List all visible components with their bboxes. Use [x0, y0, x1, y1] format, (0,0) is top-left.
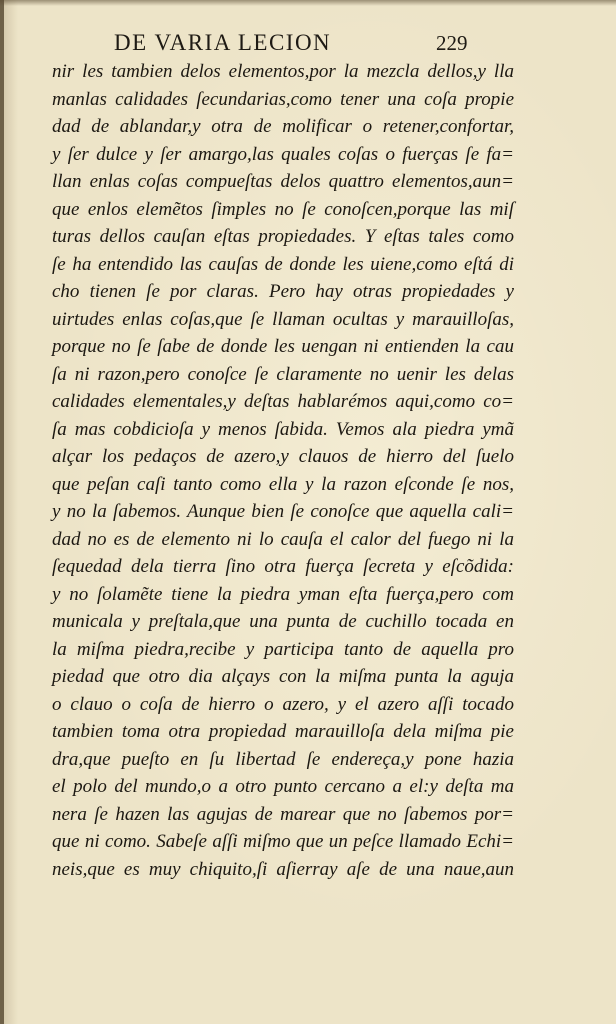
text-line: tambien toma otra propiedad marauilloſa dela miſma pie: [52, 721, 514, 742]
text-line: nir les tambien delos elementos,por la mezcla dellos,y lla: [52, 61, 514, 82]
text-line: alçar los pedaços de azero,y clauos de hierro del ſuelo: [52, 446, 514, 467]
text-line: calidades elementales,y deſtas hablarémos aqui,como co=: [52, 391, 514, 412]
text-line: municala y preſtala,que una punta de cuchillo tocada en: [52, 611, 514, 632]
text-line: piedad que otro dia alçays con la miſma punta la aguja: [52, 666, 514, 687]
page-header: [0, 30, 616, 60]
text-line: ſe ha entendido las cauſas de donde les uiene,como eſtá di: [52, 253, 514, 275]
body-text: [52, 58, 522, 883]
text-line: cho tienen ſe por claras. Pero hay otras propiedades y: [52, 281, 514, 302]
text-line: dra,que pueſto en ſu libertad ſe endereça,y pone hazia: [52, 748, 514, 770]
text-line: ſa ni razon,pero conoſce ſe claramente no uenir les delas: [52, 363, 514, 385]
text-line: manlas calidades ſecundarias,como tener una coſa propie: [52, 88, 514, 110]
text-line: y ſer dulce y ſer amargo,las quales coſas o fuerças ſe fa=: [52, 143, 514, 165]
text-line: que enlos elemẽtos ſimples no ſe conoſcen,porque las miſ: [52, 198, 514, 220]
page-number: 229: [436, 31, 468, 55]
page-top-shadow: [0, 0, 616, 6]
text-line: turas dellos cauſan eſtas propiedades. Y eſtas tales como: [52, 226, 514, 247]
text-line: ſa mas cobdicioſa y menos ſabida. Vemos ala piedra ymã: [52, 418, 514, 440]
text-line: o clauo o coſa de hierro o azero, y el azero aſſi tocado: [52, 693, 514, 715]
text-line: neis,que es muy chiquito,ſi aſierray aſe de una naue,aun: [52, 858, 514, 880]
text-line: uirtudes enlas coſas,que ſe llaman ocultas y marauilloſas,: [52, 308, 514, 330]
running-head: DE VARIA LECION: [114, 30, 332, 55]
text-line: porque no ſe ſabe de donde les uengan ni entienden la cau: [52, 336, 514, 357]
text-line: el polo del mundo,o a otro punto cercano a el:y deſta ma: [52, 776, 514, 797]
text-line: y no la ſabemos. Aunque bien ſe conoſce que aquella cali=: [52, 501, 514, 522]
text-line: y no ſolamẽte tiene la piedra yman eſta fuerça,pero com: [52, 583, 514, 605]
text-line: la miſma piedra,recibe y participa tanto de aquella pro: [52, 638, 514, 660]
text-line: ſequedad dela tierra ſino otra fuerça ſecreta y eſcõdida:: [52, 556, 514, 577]
text-line: nera ſe hazen las agujas de marear que no ſabemos por=: [52, 803, 514, 825]
text-line: llan enlas coſas compueſtas delos quattro elementos,aun=: [52, 171, 514, 192]
page-gutter-edge: [0, 0, 4, 1024]
text-line: que peſan caſi tanto como ella y la razon eſconde ſe nos,: [52, 473, 514, 495]
text-line: dad no es de elemento ni lo cauſa el calor del fuego ni la: [52, 528, 514, 550]
text-line: que ni como. Sabeſe aſſi miſmo que un peſce llamado Echi=: [52, 831, 514, 852]
text-line: dad de ablandar,y otra de molificar o retener,confortar,: [52, 116, 514, 137]
